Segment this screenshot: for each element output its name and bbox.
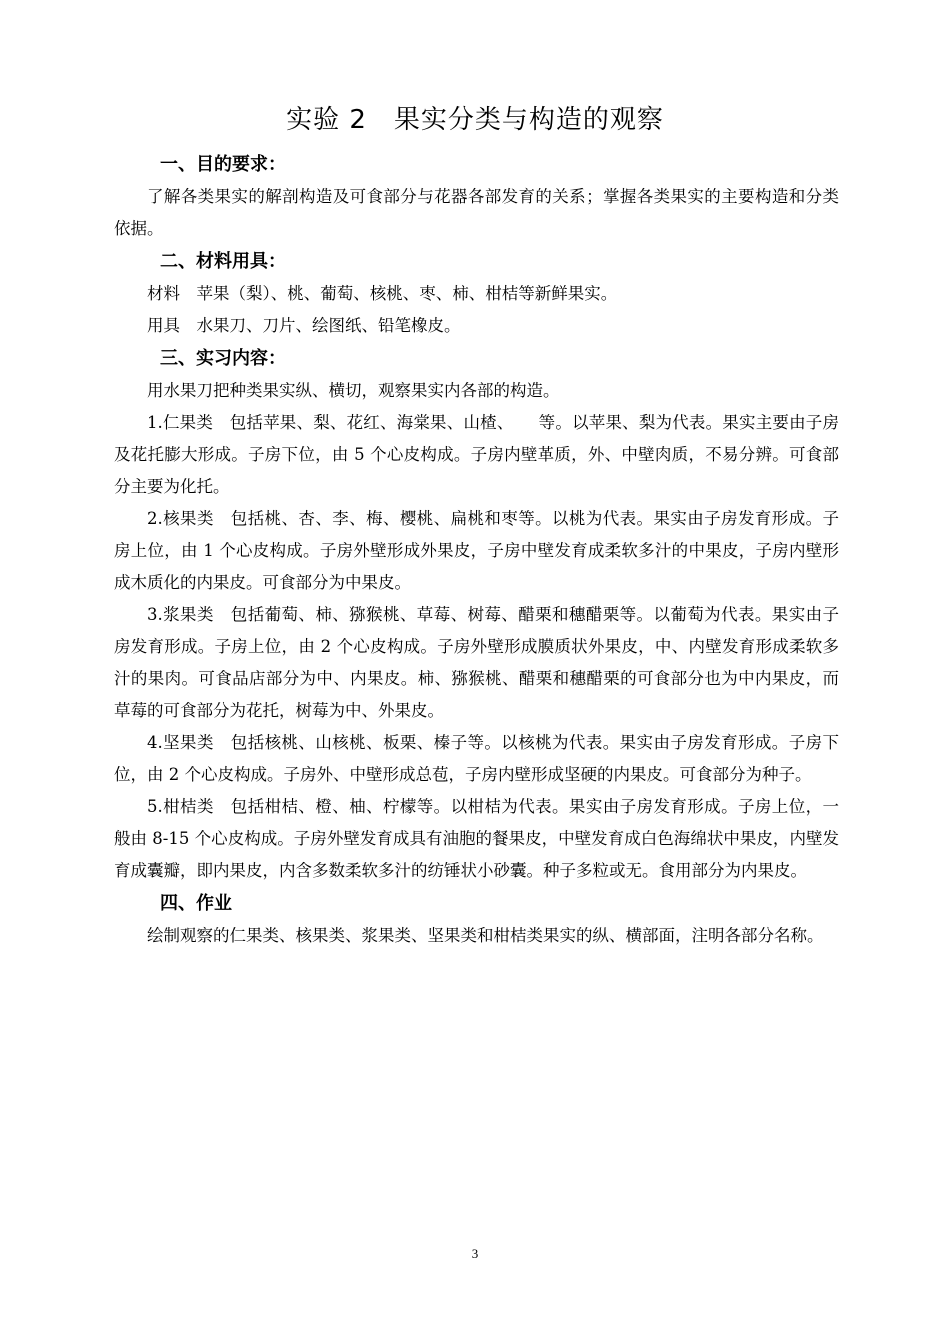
drupe-fruit-paragraph	[114, 503, 839, 599]
nut-fruit-paragraph	[114, 727, 839, 791]
tools-paragraph: 用具 水果刀、刀片、绘图纸、铅笔橡皮。	[147, 316, 461, 335]
assignment-paragraph: 绘制观察的仁果类、核果类、浆果类、坚果类和柑桔类果实的纵、横部面，注明各部分名称。	[147, 926, 824, 945]
section-heading-purpose: 一、目的要求：	[160, 154, 286, 175]
item-lead: 4.坚果类	[147, 733, 231, 752]
berry-fruit-paragraph	[114, 599, 839, 727]
purpose-paragraph: 了解各类果实的解剖构造及可食部分与花器各部发育的关系；掌握各类果实的主要构造和分类依据。	[114, 187, 839, 238]
content-intro-paragraph: 用水果刀把种类果实纵、横切，观察果实内各部的构造。	[147, 381, 560, 400]
section-heading-content: 三、实习内容：	[160, 348, 286, 369]
page-number: 3	[471, 1246, 479, 1261]
citrus-fruit-paragraph	[114, 791, 839, 887]
item-lead: 2.核果类	[147, 509, 231, 528]
materials-paragraph: 材料 苹果（梨）、桃、葡萄、核桃、枣、柿、柑桔等新鲜果实。	[147, 284, 618, 303]
item-lead: 1.仁果类	[147, 413, 230, 432]
item-text: 包括苹果、梨、花红、海棠果、山楂、 等。以苹果、梨为代表。果实主要由子房及花托膨大形成。子房下位，由 5 个心皮构成。子房内壁革质，外、中壁肉质，不易分辨。可食部分主要为化托。	[114, 413, 839, 496]
item-lead: 3.浆果类	[147, 605, 231, 624]
document-body	[114, 148, 839, 952]
section-heading-materials: 二、材料用具：	[160, 251, 286, 272]
pome-fruit-paragraph	[114, 407, 839, 503]
page-title: 实验 2 果实分类与构造的观察	[286, 105, 664, 135]
item-text: 包括柑桔、橙、柚、柠檬等。以柑桔为代表。果实由子房发育形成。子房上位，一般由 8-15 个心皮构成。子房外壁发育成具有油胞的餐果皮，中壁发育成白色海绵状中果皮，内壁发育成囊瓣，即内果皮，内含多数柔软多汁的纺锤状小砂囊。种子多粒或无。食用部分为内果皮。	[114, 797, 839, 880]
section-heading-assignment: 四、作业	[160, 893, 232, 914]
item-text: 包括核桃、山核桃、板栗、榛子等。以核桃为代表。果实由子房发育形成。子房下位，由 2 个心皮构成。子房外、中壁形成总苞，子房内壁形成坚硬的内果皮。可食部分为种子。	[114, 733, 839, 784]
item-text: 包括桃、杏、李、梅、樱桃、扁桃和枣等。以桃为代表。果实由子房发育形成。子房上位，由 1 个心皮构成。子房外壁形成外果皮，子房中壁发育成柔软多汁的中果皮，子房内壁形成木质化的内果皮。可食部分为中果皮。	[114, 509, 839, 592]
item-text: 包括葡萄、柿、猕猴桃、草莓、树莓、醋栗和穗醋栗等。以葡萄为代表。果实由子房发育形成。子房上位，由 2 个心皮构成。子房外壁形成膜质状外果皮，中、内壁发育形成柔软多汁的果肉。可食品店部分为中、内果皮。柿、猕猴桃、醋栗和穗醋栗的可食部分也为中内果皮，而草莓的可食部分为花托，树莓为中、外果皮。	[114, 605, 839, 720]
item-lead: 5.柑桔类	[147, 797, 231, 816]
